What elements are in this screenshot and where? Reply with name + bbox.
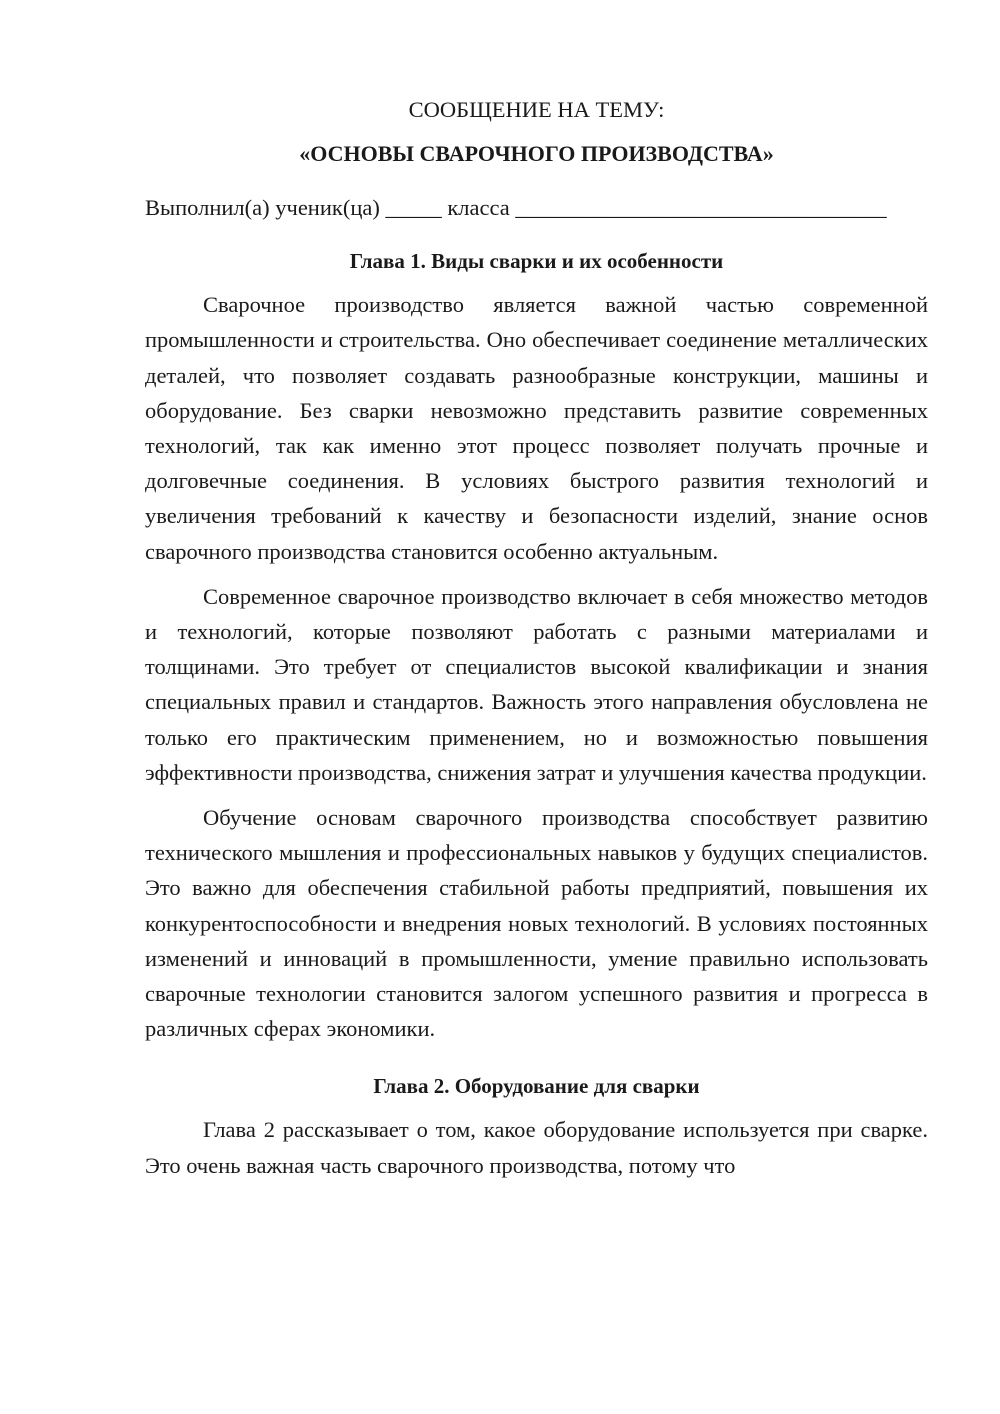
chapter-2-title: Глава 2. Оборудование для сварки	[373, 1074, 700, 1099]
document-heading: СООБЩЕНИЕ НА ТЕМУ:	[408, 97, 665, 122]
chapter-2-paragraph-1: Глава 2 рассказывает о том, какое оборудование используется при сварке. Это очень важная часть сварочного производства, потому что	[145, 1117, 928, 1178]
chapter-1-title: Глава 1. Виды сварки и их особенности	[349, 249, 724, 274]
chapter-1-paragraph-3: Обучение основам сварочного производства способствует развитию технического мышления и профессиональных навыков у будущих специалистов. Это важно для обеспечения стабильной работы предприятий, повышения их конкурентоспособности и внедрения новых технологий. В условиях постоянных изменений и инноваций в промышленности, умение правильно использовать сварочные технологии становится залогом успешного развития и прогресса в различных сферах экономики.	[145, 805, 928, 1042]
chapter-1-paragraph-2: Современное сварочное производство включает в себя множество методов и технологий, которые позволяют работать с разными материалами и толщинами. Это требует от специалистов высокой квалификации и знания специальных правил и стандартов. Важность этого направления обусловлена не только его практическим применением, но и возможностью повышения эффективности производства, снижения затрат и улучшения качества продукции.	[145, 583, 928, 785]
document-page	[145, 92, 928, 1193]
author-line: Выполнил(а) ученик(ца) _____ класса _________________________________	[145, 195, 887, 220]
chapter-1-paragraph-1: Сварочное производство является важной частью современной промышленности и строительства. Оно обеспечивает соединение металлических деталей, что позволяет создавать разнообразные конструкции, машины и оборудование. Без сварки невозможно представить развитие современных технологий, так как именно этот процесс позволяет получать прочные и долговечные соединения. В условиях быстрого развития технологий и увеличения требований к качеству и безопасности изделий, знание основ сварочного производства становится особенно актуальным.	[145, 292, 928, 564]
document-topic: «ОСНОВЫ СВАРОЧНОГО ПРОИЗВОДСТВА»	[299, 141, 774, 166]
